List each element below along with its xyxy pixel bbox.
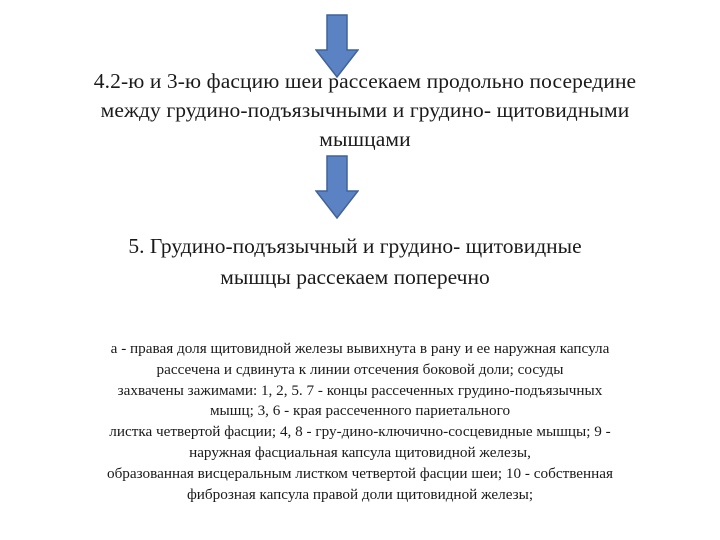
step-4-line-1: 4.2-ю и 3-ю фасцию шеи рассекаем продольно посередине xyxy=(93,69,637,93)
step-4-text xyxy=(40,67,690,154)
figure-caption xyxy=(20,339,700,505)
step-5-line-1: 5. Грудино-подъязычный и грудино- щитовидные xyxy=(128,234,582,258)
caption-line: наружная фасциальная капсула щитовидной железы, xyxy=(189,443,531,461)
caption-line: а - правая доля щитовидной железы вывихнута в рану и ее наружная капсула xyxy=(110,340,610,357)
caption-line: листка четвертой фасции; 4, 8 - гру-дино-ключично-сосцевидные мышцы; 9 - xyxy=(109,423,611,441)
down-arrow-icon xyxy=(315,155,359,219)
caption-line: захвачены зажимами: 1, 2, 5. 7 - концы рассеченных грудино-подъязычных xyxy=(117,381,603,399)
caption-line: образованная висцеральным листком четвертой фасции шеи; 10 - собственная xyxy=(106,464,614,482)
caption-line: мышц; 3, 6 - края рассеченного париетального xyxy=(209,402,511,420)
step-4-line-2: между грудино-подъязычными и грудино- щитовидными xyxy=(100,98,630,122)
step-5-text xyxy=(60,231,650,293)
caption-line: фиброзная капсула правой доли щитовидной железы; xyxy=(186,485,534,503)
caption-line: рассечена и сдвинута к линии отсечения боковой доли; сосуды xyxy=(156,360,564,378)
step-5-line-2: мышцы рассекаем поперечно xyxy=(220,265,490,289)
step-4-line-3: мышцами xyxy=(319,127,411,151)
